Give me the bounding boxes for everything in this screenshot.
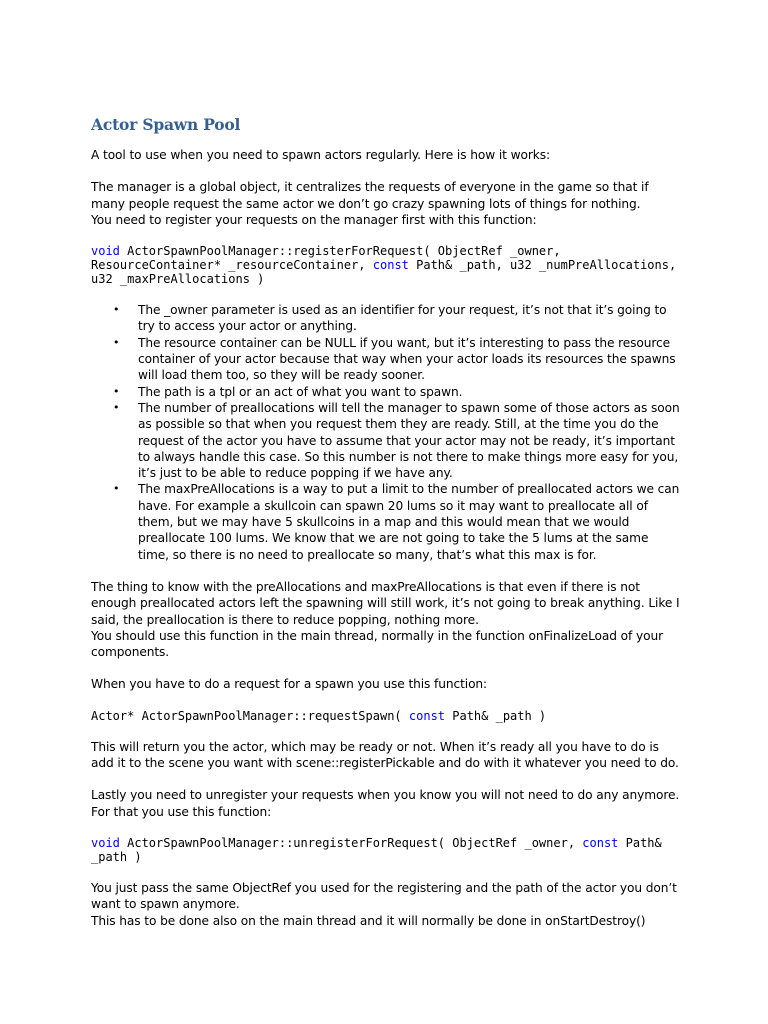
code-keyword: const xyxy=(408,708,446,723)
code-keyword: const xyxy=(372,258,409,273)
code-keyword: void xyxy=(91,835,120,850)
list-item xyxy=(91,400,681,481)
list-item-text: The number of preallocations will tell the manager to spawn some of those actors as soon as possible so that when you request them they are ready. Still, at the time you do the request of the actor you have to assume that your actor may not be ready, it’s important to always handle this case. So this number is not there to make things more easy for you, it’s just to be able to reduce popping if we have any. xyxy=(138,400,680,481)
list-item-text: The maxPreAllocations is a way to put a limit to the number of preallocated actors we can have. For example a skullcoin can spawn 20 lums so it may want to preallocate all of them, but we may have 5 skullcoins in a map and this would mean that we would preallocate 100 lums. We know that we are not going to take the 5 lums at the same time, so there is no need to preallocate so many, that’s what this max is for. xyxy=(138,482,680,562)
bullet-icon: • xyxy=(113,303,120,317)
register-intro-paragraph: You need to register your requests on the manager first with this function: xyxy=(91,212,537,227)
register-function-code xyxy=(91,244,681,286)
request-description-paragraph: This will return you the actor, which may be ready or not. When it’s ready all you have to do is add it to the scene you want with scene::registerPickable and do with it whatever you need to do. xyxy=(91,739,679,771)
unregister-function-code xyxy=(91,836,681,864)
bullet-icon: • xyxy=(113,482,120,496)
list-item-text: The _owner parameter is used as an identifier for your request, it’s not that it’s going to try to access your actor or anything. xyxy=(138,303,667,334)
bullet-icon: • xyxy=(113,384,120,398)
final-paragraph: You just pass the same ObjectRef you used for the registering and the path of the actor you don’t want to spawn anymore. xyxy=(91,880,677,912)
code-text: ActorSpawnPoolManager::unregisterForRequest( ObjectRef _owner, xyxy=(119,835,583,850)
code-text: ActorSpawnPoolManager::registerForRequest( ObjectRef _owner, ResourceContainer* _resourceContainer, xyxy=(91,244,561,273)
request-intro-paragraph: When you have to do a request for a spawn you use this function: xyxy=(91,677,488,692)
parameter-list xyxy=(91,302,681,563)
document-page xyxy=(91,112,681,929)
list-item xyxy=(91,302,681,335)
list-item-text: The path is a tpl or an act of what you want to spawn. xyxy=(138,384,463,399)
list-item-text: The resource container can be NULL if you want, but it’s interesting to pass the resource container of your actor because that way when your actor loads its resources the spawns will load them too, so they will be ready sooner. xyxy=(138,335,676,383)
preallocation-paragraph: The thing to know with the preAllocations and maxPreAllocations is that even if there is not enough preallocated actors left the spawning will still work, it’s not going to break anything. Like I said, the preallocation is there to reduce popping, nothing more. xyxy=(91,579,680,627)
request-function-code xyxy=(91,709,681,723)
manager-paragraph: The manager is a global object, it centralizes the requests of everyone in the game so that if many people request the same actor we don’t go crazy spawning lots of things for nothing. xyxy=(91,180,649,211)
document-title: Actor Spawn Pool xyxy=(91,115,241,134)
final-note-paragraph: This has to be done also on the main thread and it will normally be done in onStartDestroy() xyxy=(91,913,646,928)
code-text: Path& _path ) xyxy=(91,835,662,864)
code-text: Actor* ActorSpawnPoolManager::requestSpawn( xyxy=(91,708,409,723)
bullet-icon: • xyxy=(113,400,120,414)
list-item xyxy=(91,335,681,384)
list-item xyxy=(91,384,681,400)
list-item xyxy=(91,481,681,562)
main-thread-paragraph: You should use this function in the main thread, normally in the function onFinalizeLoad of your components. xyxy=(91,628,664,660)
code-text: Path& _path, u32 _numPreAllocations, u32 _maxPreAllocations ) xyxy=(91,258,677,287)
intro-paragraph: A tool to use when you need to spawn actors regularly. Here is how it works: xyxy=(91,148,550,162)
code-keyword: void xyxy=(91,244,120,259)
unregister-paragraph: Lastly you need to unregister your requests when you know you will not need to do any anymore. xyxy=(91,788,680,803)
unregister-intro-paragraph: For that you use this function: xyxy=(91,804,272,819)
bullet-icon: • xyxy=(113,335,120,349)
code-text: Path& _path ) xyxy=(445,708,547,723)
code-keyword: const xyxy=(582,835,619,850)
